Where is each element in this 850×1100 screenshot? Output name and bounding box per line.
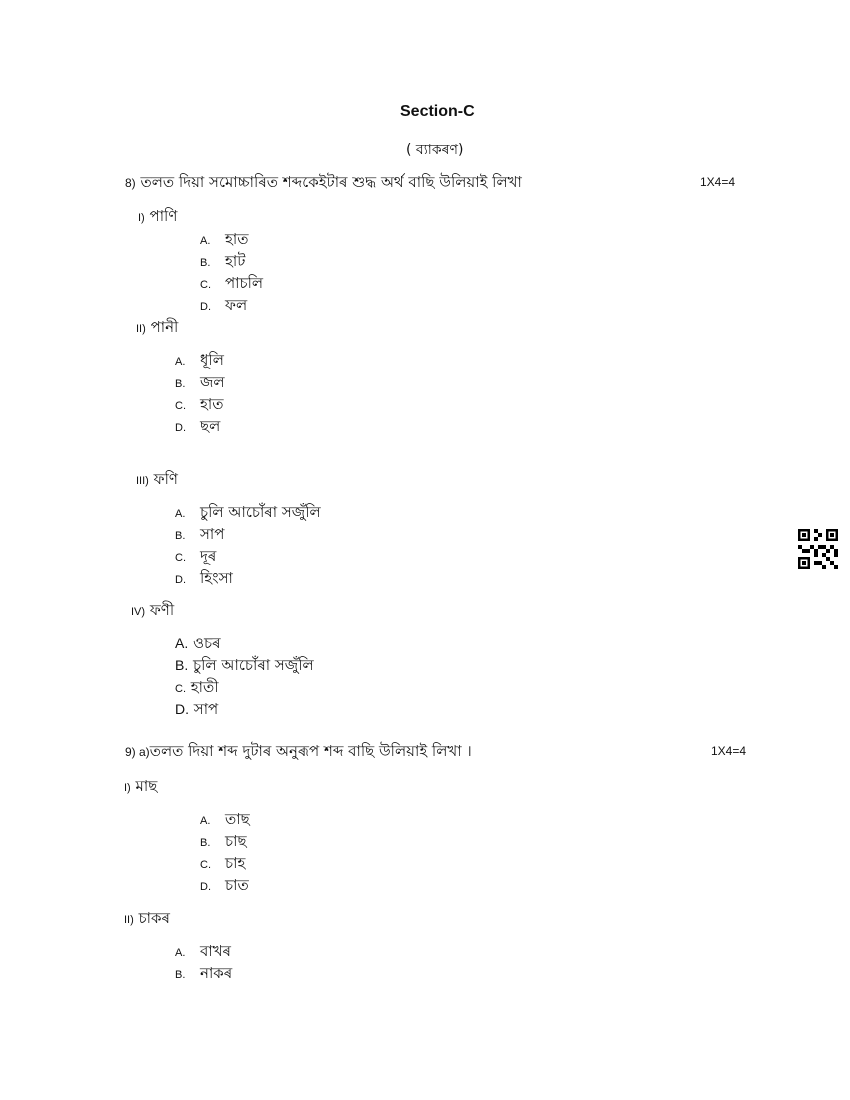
sub-question-word: ফণী [149,601,175,619]
option-text: চুলি আচোঁৰা সজুঁলি [200,503,321,521]
roman-numeral: I) [124,782,131,794]
option-letter: B. [200,257,211,269]
option-letter: C. [200,859,211,871]
option-text: দূৰ [200,547,217,565]
option-text: হিংসা [200,569,233,587]
option-letter: D. [175,701,189,717]
option-letter: A. [200,235,211,247]
option-text: হাতী [190,678,219,696]
option-letter: B. [175,969,186,981]
question-8 [125,171,522,196]
question-text: তলত দিয়া সমোচ্চাৰিত শব্দকেইটাৰ শুদ্ধ অৰ্থ বাছি উলিয়াই লিখা [140,173,522,191]
question-9 [125,740,472,765]
sub-question-label [131,599,174,624]
option-text: ফল [225,296,248,314]
option-text: সাপ [193,700,219,718]
roman-numeral: III) [136,475,149,487]
option-letter: C. [175,552,186,564]
sub-question-word: চাকৰ [138,909,170,927]
qr-code-icon [798,529,838,569]
section-title: Section-C [400,103,475,120]
question-text: তলত দিয়া শব্দ দুটাৰ অনুৰূপ শব্দ বাছি উলিয়াই লিখা । [149,742,472,760]
option-letter: C. [175,400,186,412]
option-letter: B. [175,657,189,673]
option-item [175,962,232,987]
sub-question-label [124,775,157,800]
roman-numeral: II) [136,323,146,335]
option-letter: B. [200,837,211,849]
marks-label: 1X4=4 [700,175,736,189]
option-letter: B. [175,378,186,390]
option-text: চাছ [225,832,247,850]
option-item [175,567,233,592]
option-letter: D. [200,881,211,893]
option-letter: C. [175,683,186,695]
option-text: ওচৰ [193,634,221,652]
option-letter: A. [175,947,186,959]
option-letter: A. [175,356,186,368]
option-item [175,415,220,440]
option-text: জল [200,373,225,391]
sub-question-word: পাণি [149,207,178,225]
option-letter: A. [175,635,189,651]
option-letter: D. [175,574,186,586]
roman-numeral: II) [124,914,134,926]
option-text: ধূলি [200,351,224,369]
marks-label: 1X4=4 [711,744,747,758]
option-letter: B. [175,530,186,542]
question-number: 8) [125,176,136,190]
question-number: 9) a) [125,745,150,759]
option-text: সাপ [200,525,225,543]
option-letter: A. [200,815,211,827]
roman-numeral: IV) [131,606,146,618]
option-text: বাখৰ [200,942,231,960]
option-letter: D. [200,301,211,313]
sub-question-label [138,205,177,230]
option-text: নাকৰ [200,964,233,982]
option-text: হাত [200,395,224,413]
option-letter: A. [175,508,186,520]
option-text: চাহ [225,854,246,872]
sub-question-word: ফণি [153,470,178,488]
option-text: পাচলি [225,274,264,292]
option-text: হাত [225,230,249,248]
section-subtitle: ( ব্যাকৰণ) [406,142,464,158]
sub-question-label [124,907,170,932]
option-item [200,294,247,319]
sub-question-label [136,316,178,341]
sub-question-label [136,468,178,493]
option-text: ছল [200,417,221,435]
sub-question-word: মাছ [135,777,158,795]
option-text: চাত [225,876,249,894]
option-text: হাট [225,252,246,270]
option-text: চুলি আচোঁৰা সজুঁলি [193,656,314,674]
roman-numeral: I) [138,212,145,224]
option-text: তাছ [225,810,250,828]
option-letter: C. [200,279,211,291]
option-item [175,698,218,723]
sub-question-word: পানী [150,318,179,336]
option-item [200,874,249,899]
option-letter: D. [175,422,186,434]
